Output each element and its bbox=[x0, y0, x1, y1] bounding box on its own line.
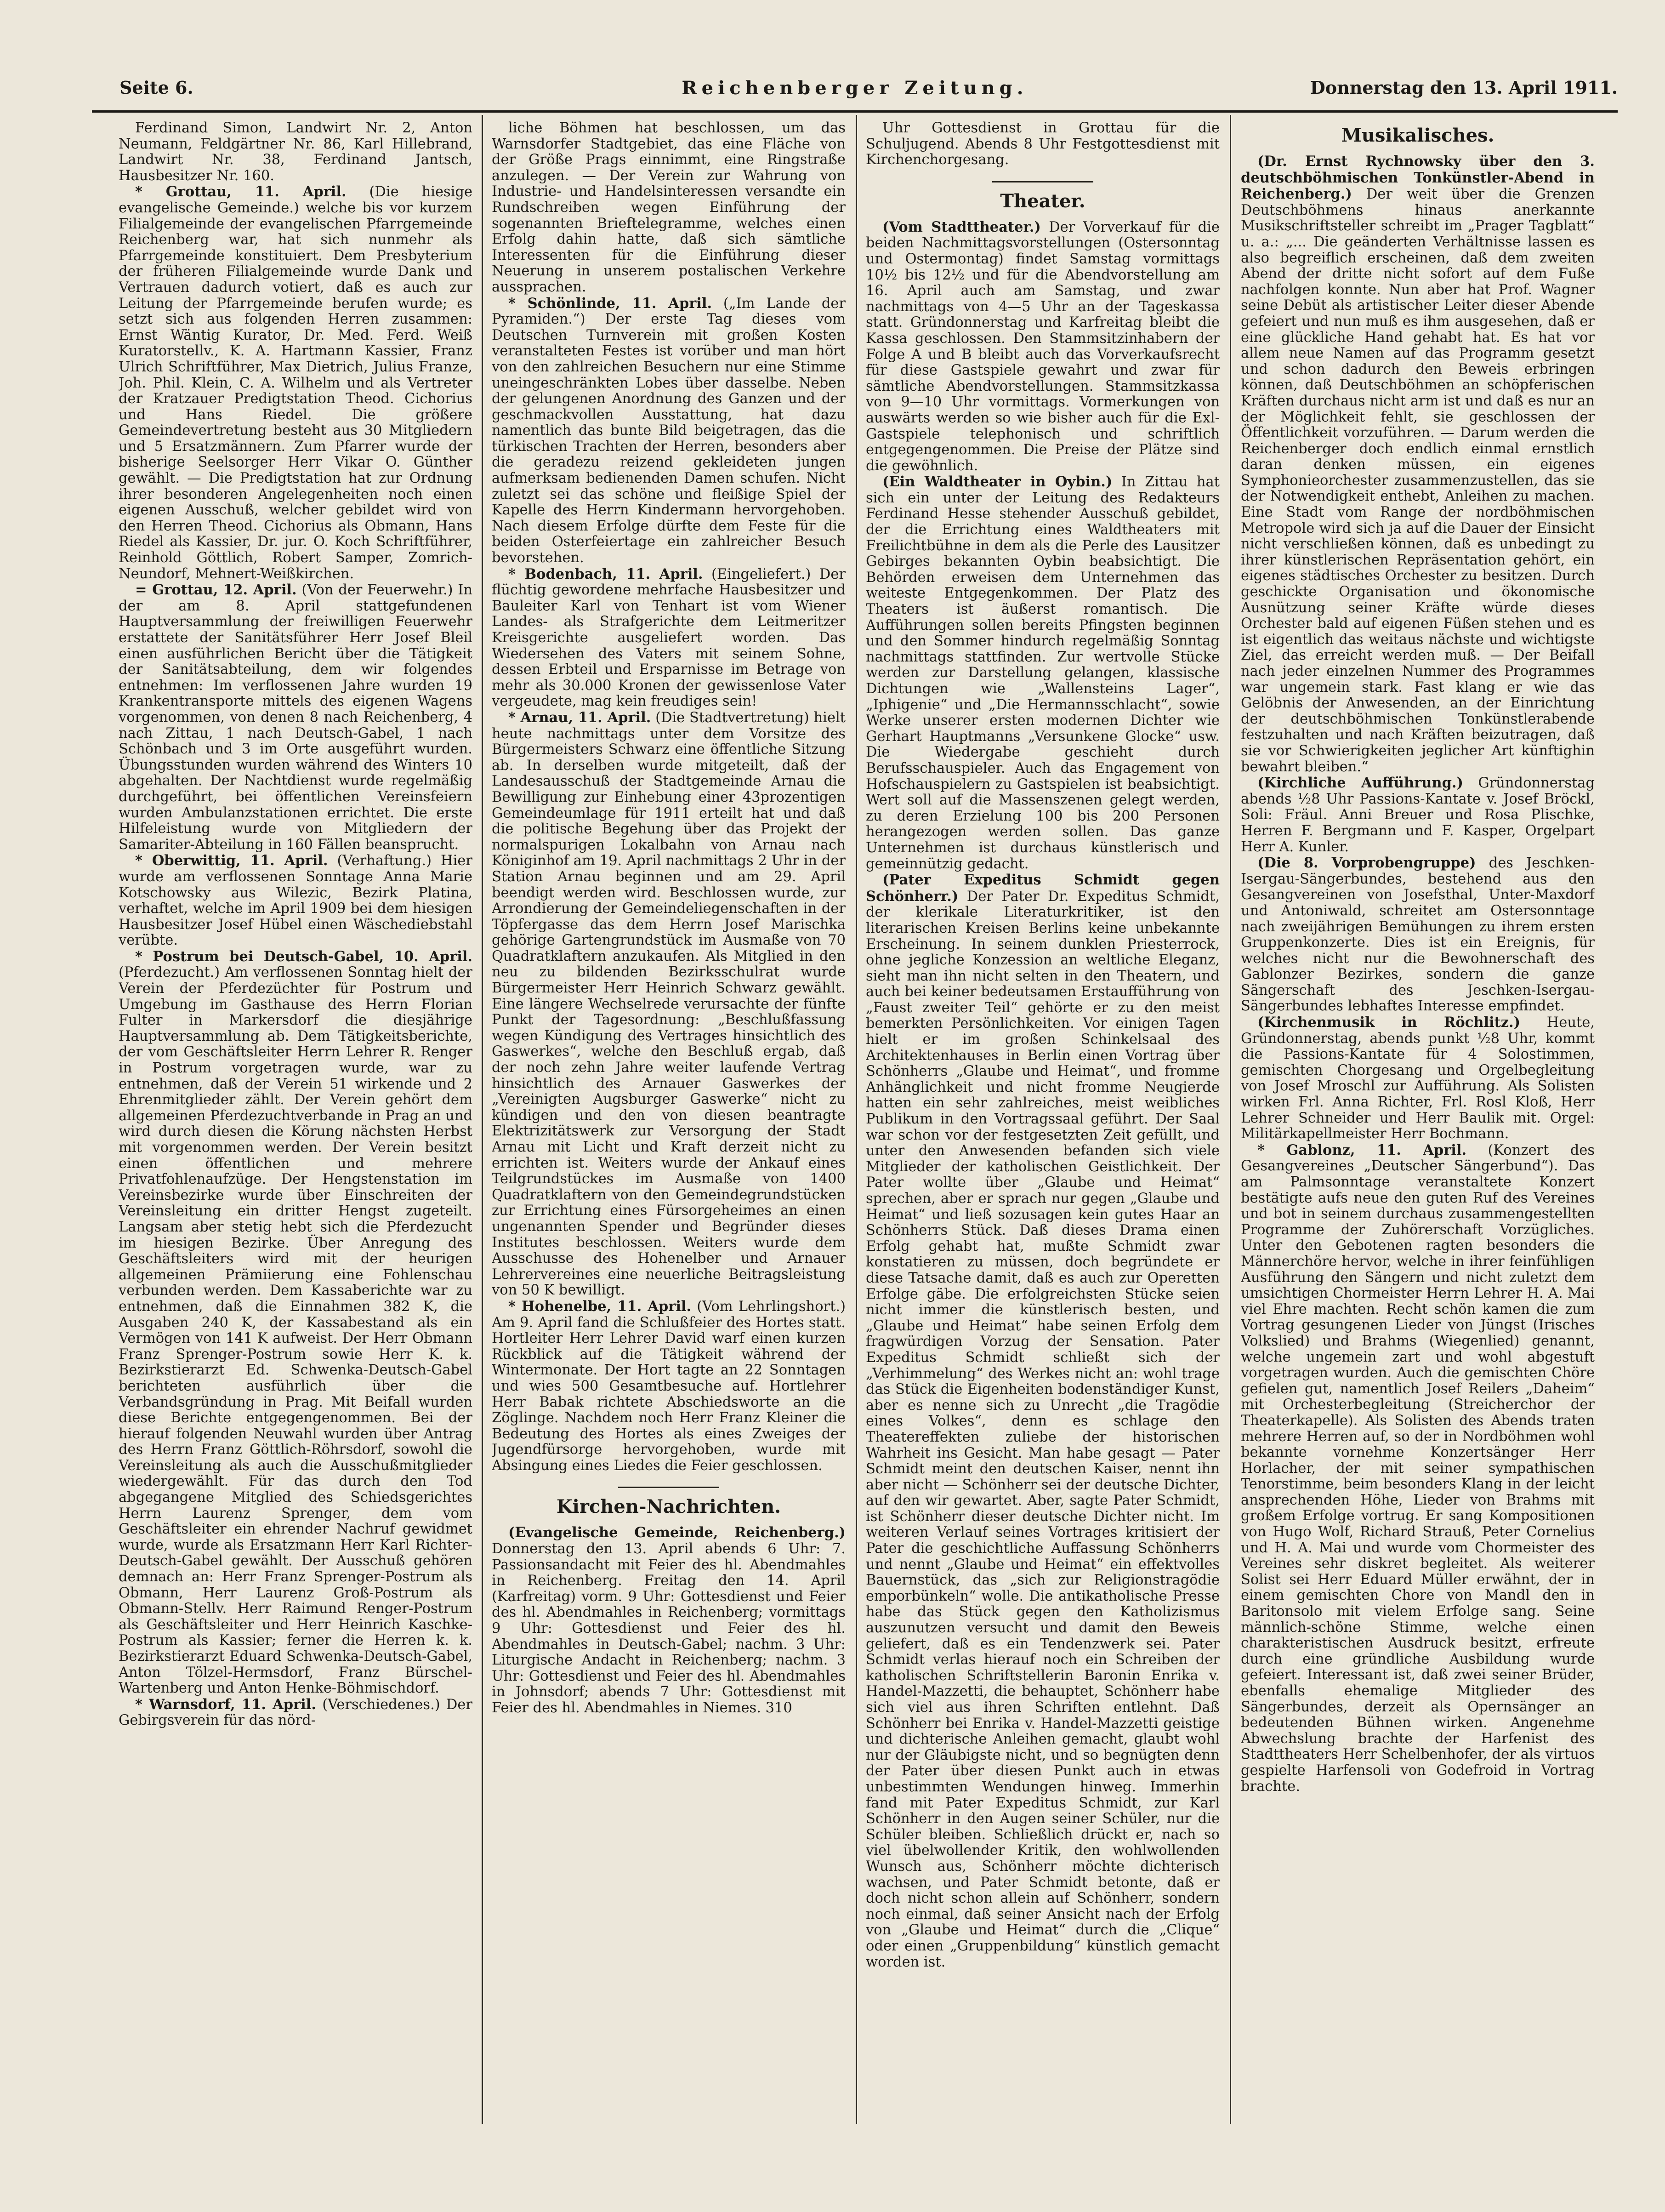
article-paragraph bbox=[119, 949, 472, 1697]
article-heading: * Bodenbach, 11. April. bbox=[508, 565, 703, 582]
article-heading: * Arnau, 11. April. bbox=[508, 709, 651, 726]
article-paragraph bbox=[492, 1299, 846, 1474]
article-heading: = Grottau, 12. April. bbox=[135, 582, 297, 599]
column-3 bbox=[866, 120, 1220, 2106]
article-paragraph bbox=[119, 184, 472, 582]
article-text: (Konzert des Gesangvereines „Deutscher Sängerbund“). Das am Palmsonntage veranstaltete Konzert bestätigte aufs neue den guten Ruf des Vereines und bot in seinem durchaus zusammengestellten Programme der Zuhörerschaft Vorzügliches. Unter den Gebotenen ragten besonders die Männerchöre hervor, welche in ihrer feinfühligen Ausführung den Sängern und nicht zuletzt dem umsichtigen Chormeister Herrn Lehrer H. A. Mai viel Ehre machten. Recht schön kamen die zum Vortrag gesungenen Lieder von Jüngst (Irisches Volkslied) und Brahms (Wiegenlied) genannt, welche ungemein zart und wohl abgestuft vorgetragen wurden. Auch die gemischten Chöre gefielen gut, namentlich Josef Reilers „Daheim“ mit Orchesterbegleitung (Streicherchor der Theaterkapelle). Als Solisten des Abends traten mehrere Herren auf, so der in Nordböhmen wohl bekannte vornehme Konzertsänger Herr Horlacher, der mit seiner sympathischen Tenorstimme, beim besonders Klang in der leicht ansprechenden Höhe, Lieder von Brahms mit großem Erfolge vortrug. Er sang Kompositionen von Hugo Wolf, Richard Strauß, Peter Cornelius und H. A. Mai und wurde vom Chormeister des Vereines sehr diskret begleitet. Als weiterer Solist sei Herr Eduard Müller erwähnt, der in einem gemischten Chore von Mandl den in Baritonsolo mit vielem Erfolge sang. Seine männlich-schöne Stimme, welche einen charakteristischen Ausdruck besitzt, erfreute durch eine gründliche Ausbildung wurde gefeiert. Interessant ist, daß zwei seiner Brüder, ebenfalls ehemalige Mitglieder des Sängerbundes, derzeit als Opernsänger an bedeutenden Bühnen wirken. Angenehme Abwechslung brachte der Harfenist des Stadttheaters Herr Schelbenhofer, der als virtuos gespielte Harfensoli von Godefroid in Vortrag brachte. bbox=[1241, 1142, 1595, 1795]
page-number: Seite 6. bbox=[119, 77, 193, 98]
article-paragraph bbox=[1241, 154, 1595, 775]
article-text: (Pferdezucht.) Am verflossenen Sonntag hielt der Verein der Pferdezüchter für Postrum und Umgebung im Gasthause des Herrn Florian Fulter in Markersdorf die diesjährige Hauptversammlung ab. Dem Tätigkeitsberichte, der vom Geschäftsleiter Herrn Lehrer R. Renger in Postrum vorgetragen wurde, war zu entnehmen, daß der Verein 51 wirkende und 2 Ehrenmitglieder zählt. Der Verein gehört dem allgemeinen Pferdezuchtverbande in Prag an und wird durch diesen die Körung nächsten Herbst mit vorgenommen werden. Der Verein besitzt einen öffentlichen und mehrere Privatfohlenaufzüge. Der Hengstenstation im Vereinsbezirke wurde über Einschreiten der Vereinsleitung ein dritter Hengst zugeteilt. Langsam aber stetig hebt sich die Pferdezucht im hiesigen Bezirke. Über Anregung des Geschäftsleiters wird mit der heurigen allgemeinen Prämiierung eine Fohlenschau verbunden werden. Dem Kassaberichte war zu entnehmen, daß die Einnahmen 382 K, die Ausgaben 240 K, der Kassabestand als ein Vermögen von 141 K aufweist. Der Herr Obmann Franz Sprenger-Postrum sowie Herr K. k. Bezirkstierarzt Ed. Schwenka-Deutsch-Gabel berichteten ausführlich über die Verbandsgründung in Prag. Mit Beifall wurden diese Berichte entgegengenommen. Bei der hierauf folgenden Neuwahl wurden über Antrag des Herrn Franz Göttlich-Röhrsdorf, sowohl die Vereinsleitung als auch die Ausschußmitglieder wiedergewählt. Für das durch den Tod abgegangene Mitglied des Schiedsgerichtes Herrn Laurenz Sprenger, dem vom Geschäftsleiter ein ehrender Nachruf gewidmet wurde, wurde als Ersatzmann Herr Karl Richter-Deutsch-Gabel gewählt. Der Ausschuß gehören demnach an: Herr Franz Sprenger-Postrum als Obmann, Herr Laurenz Groß-Postrum als Obmann-Stellv. Herr Raimund Renger-Postrum als Geschäftsleiter und Herr Heinrich Kaschke-Postrum als Kassier; ferner die Herren k. k. Bezirkstierarzt Eduard Schwenka-Deutsch-Gabel, Anton Tölzel-Hermsdorf, Franz Bürschel-Wartenberg und Anton Henke-Böhmischdorf. bbox=[119, 964, 472, 1697]
article-paragraph bbox=[866, 219, 1220, 474]
article-paragraph bbox=[492, 566, 846, 710]
article-paragraph bbox=[492, 296, 846, 566]
article-text: („Im Lande der Pyramiden.“) Der erste Tag dieses vom Deutschen Turnverein mit großen Kosten veranstalteten Festes ist vorüber und man hört von den zahlreichen Besuchern nur eine Stimme uneingeschränkten Lobes über dasselbe. Neben der gelungenen Anordnung des Ganzen und der geschmackvollen Ausstattung, hat dazu namentlich das bunte Bild beigetragen, das die türkischen Trachten der Herren, besonders aber die geradezu reizend gekleideten jungen aufmerksam bedienenden Damen schufen. Nicht zuletzt sei das schöne und fleißige Spiel der Kapelle des Herrn Kindermann hervorgehoben. Nach diesem Erfolge dürfte dem Feste für die beiden Osterfeiertage ein zahlreicher Besuch bevorstehen. bbox=[492, 295, 846, 566]
article-paragraph bbox=[119, 853, 472, 949]
article-text: Donnerstag den 13. April abends 6 Uhr: 7. Passionsandacht mit Feier des hl. Abendmahles in Reichenberg. Freitag den 14. April (Karfreitag) vorm. 9 Uhr: Gottesdienst und Feier des hl. Abendmahles in Reichenberg; vormittags 9 Uhr: Gottesdienst und Feier des hl. Abendmahles in Deutsch-Gabel; nachm. 3 Uhr: Liturgische Andacht in Reichenberg; nachm. 3 Uhr: Gottesdienst und Feier des hl. Abendmahles in Johnsdorf; abends 7 Uhr: Gottesdienst mit Feier des hl. Abendmahles in Niemes. 310 bbox=[492, 1541, 846, 1716]
article-paragraph bbox=[119, 120, 472, 184]
article-text: Der weit über die Grenzen Deutschböhmens hinaus anerkannte Musikschriftsteller schreibt im „Prager Tagblatt“ u. a.: „... Die geänderten Verhältnisse lassen es also begreiflich erscheinen, daß dem zweiten Abend der dritte nicht sofort auf dem Fuße nachfolgen konnte. Nun aber hat Prof. Wagner seine Debüt als artistischer Leiter dieser Abende gefeiert und nun muß es ihm ausgesehen, daß er eine glückliche Hand gehabt hat. Es hat vor allem neue Namen auf das Programm gesetzt und schon dadurch den Beweis erbringen können, daß Deutschböhmen an schöpferischen Kräften durchaus nicht arm ist und daß es nur an der Möglichkeit fehlt, sie geschlossen der Öffentlichkeit vorzuführen. — Darum werden die Reichenberger doch endlich einmal ernstlich daran denken müssen, ein eigenes Symphonieorchester zusammenzustellen, das sie der Notwendigkeit enthebt, Anleihen zu machen. Eine Stadt vom Range der nordböhmischen Metropole wird sich ja auf die Dauer der Einsicht nicht verschließen können, daß es unbedingt zu ihrer künstlerischen Repräsentation gehört, ein eigenes städtisches Orchester zu besitzen. Durch geschickte Organisation und ökonomische Ausnützung seiner Kräfte würde dieses Orchester bald auf eigenen Füßen stehen und es ist eigentlich das weitaus nächste und wichtigste Ziel, das erreicht werden muß. — Der Beifall nach jeder einzelnen Nummer des Programmes war ungemein stark. Fast klang er wie das Gelöbnis der Anwesenden, an der Einrichtung der deutschböhmischen Tonkünstlerabende festzuhalten und nach Kräften beizutragen, daß sie vor Schwierigkeiten jeglicher Art künftighin bewahrt bleiben.“ bbox=[1241, 186, 1595, 775]
article-text: Der Pater Dr. Expeditus Schmidt, der klerikale Literaturkritiker, ist den literarischen Kreisen Berlins keine unbekannte Erscheinung. In seinem dunklen Priesterrock, ohne jegliche Konzession an weltliche Eleganz, sieht man ihn nicht selten in den Theatern, und auch bei keiner bedeutsamen Erstaufführung von „Faust zweiter Teil“ gehörte er zu den meist bemerkten Persönlichkeiten. Vor einigen Tagen hielt er im großen Schinkelsaal des Architektenhauses in Berlin einen Vortrag über Schönherrs „Glaube und Heimat“, und fromme Anhänglichkeit und nicht fromme Neugierde hatten ein sehr zahlreiches, meist weibliches Publikum in den Vortragssaal geführt. Der Saal war schon vor der festgesetzten Zeit gefüllt, und unter den Anwesenden befanden sich viele Mitglieder der katholischen Geistlichkeit. Der Pater wollte über „Glaube und Heimat“ sprechen, aber er sprach nur gegen „Glaube und Heimat“ und ließ sozusagen kein gutes Haar an Schönherrs Stück. Daß dieses Drama einen Erfolg gehabt hat, mußte Schmidt zwar konstatieren zu müssen, doch begründete er diese Tatsache damit, daß es auch zur Operetten Erfolge gäbe. Die erfolgreichsten Stücke seien nicht immer die künstlerisch besten, und „Glaube und Heimat“ habe seinen Erfolg dem fragwürdigen Vorzug der Sensation. Pater Expeditus Schmidt schließt sich der „Verhimmelung“ des Werkes nicht an: wohl trage das Stück die Eigenheiten bodenständiger Kunst, aber es nenne sich zu Unrecht „die Tragödie eines Volkes“, denn es schlage den Theatereffekten zuliebe der historischen Wahrheit ins Gesicht. Man habe gesagt — Pater Schmidt meint den deutschen Kaiser, nennt ihn aber nicht — Schönherr sei der deutsche Dichter, auf den wir gewartet. Aber, sagte Pater Schmidt, ist Schönherr dieser deutsche Dichter nicht. Im weiteren Verlauf seines Vortrages kritisiert der Pater die geschichtliche Auffassung Schönherrs und nennt „Glaube und Heimat“ ein effektvolles Bauernstück, das „sich zur Religionstragödie emporbünkeln“ wolle. Die antikatholische Presse habe das Stück gegen den Katholizismus auszunutzen versucht und damit den Beweis geliefert, daß es ein Tendenzwerk sei. Pater Schmidt verlas hierauf noch ein Schreiben der katholischen Schriftstellerin Baronin Enrika v. Handel-Mazzetti, die behauptet, Schönherr habe sich viel aus ihren Schriften entlehnt. Daß Schönherr bei Enrika v. Handel-Mazzetti geistige und dichterische Anleihen gemacht, glaubt wohl nur der Gläubigste nicht, und so begnügten denn der Pater über diesen Punkt auch in etwas unbestimmten Wendungen hinweg. Immerhin fand mit Pater Expeditus Schmidt, zur Karl Schönherr in den Augen seiner Schüler, nur die Schüler bleiben. Schließlich drückt er, nach so viel übelwollender Kritik, den wohlwollenden Wunsch aus, Schönherr möchte dichterisch wachsen, und Pater Schmidt betonte, daß er doch nicht schon allein auf Schönherr, sondern noch einmal, daß seiner Ansicht nach der Erfolg von „Glaube und Heimat“ durch die „Clique“ oder einen „Gruppenbildung“ künstlich gemacht worden ist. bbox=[866, 888, 1220, 1970]
article-paragraph bbox=[119, 1697, 472, 1729]
article-heading: * Oberwittig, 11. April. bbox=[135, 852, 328, 869]
section-divider bbox=[618, 1487, 719, 1488]
section-title: Kirchen-Nachrichten. bbox=[556, 1496, 781, 1518]
article-heading: (Kirchliche Aufführung.) bbox=[1257, 775, 1463, 792]
column-rule bbox=[482, 115, 483, 2124]
column-4 bbox=[1241, 120, 1595, 2106]
column-rule bbox=[856, 115, 857, 2124]
section-divider bbox=[992, 181, 1093, 182]
column-2 bbox=[492, 120, 846, 2106]
newspaper-title: Reichenberger Zeitung. bbox=[682, 77, 1028, 99]
article-text: Gründonnerstag abends ½8 Uhr Passions-Kantate v. Josef Bröckl, Soli: Fräul. Anni Breuer und Rosa Plischke, Herren F. Bergmann und F. Kasper, Orgelpart Herr A. Kunler. bbox=[1241, 775, 1595, 855]
issue-date: Donnerstag den 13. April 1911. bbox=[1310, 77, 1618, 98]
article-paragraph bbox=[492, 1525, 846, 1716]
article-heading: (Dr. Ernst Rychnowsky über den 3. deutschböhmischen Tonkünstler-Abend in Reichenberg.) bbox=[1241, 153, 1595, 203]
article-paragraph bbox=[1241, 1015, 1595, 1142]
article-text: Uhr Gottesdienst in Grottau für die Schuljugend. Abends 8 Uhr Festgottesdienst mit Kirchenchorgesang. bbox=[866, 120, 1220, 168]
article-heading: (Kirchenmusik in Röchlitz.) bbox=[1257, 1014, 1521, 1031]
article-paragraph bbox=[1241, 1142, 1595, 1795]
column-rule bbox=[1230, 115, 1231, 2124]
article-heading: (Pater Expeditus Schmidt gegen Schönherr.) bbox=[866, 872, 1220, 905]
article-heading: * Grottau, 11. April. bbox=[135, 183, 347, 200]
article-heading: (Die 8. Vorprobengruppe) bbox=[1257, 855, 1476, 872]
article-paragraph bbox=[492, 120, 846, 296]
section-title: Theater. bbox=[1000, 190, 1085, 212]
article-paragraph bbox=[1241, 775, 1595, 855]
article-heading: (Vom Stadttheater.) bbox=[882, 218, 1041, 235]
article-text: (Verschiedenes.) Der Gebirgsverein für das nörd- bbox=[119, 1696, 472, 1729]
article-heading: * Hohenelbe, 11. April. bbox=[508, 1298, 692, 1315]
article-heading: * Warnsdorf, 11. April. bbox=[135, 1696, 316, 1713]
article-text: Heute, Gründonnerstag, abends punkt ½8 Uhr, kommt die Passions-Kantate für 4 Solostimmen, gemischten Chorgesang und Orgelbegleitung von Josef Mroschl zur Aufführung. Als Solisten wirken Frl. Anna Richter, Frl. Rosl Kloß, Herr Lehrer Schneider und Herr Baulik mit. Orgel: Militärkapellmeister Herr Bochmann. bbox=[1241, 1015, 1595, 1142]
article-text: liche Böhmen hat beschlossen, um das Warnsdorfer Stadtgebiet, das eine Fläche von der Größe Prags einnimmt, eine Ringstraße anzulegen. — Der Verein zur Wahrung von Industrie- und Handelsinteressen versandte ein Rundschreiben wegen Einführung der sogenannten Brieftelegramme, welches einen Erfolg dahin hatte, daß sich sämtliche Interessenten für die Einführung dieser Neuerung in unserem postalischen Verkehre aussprachen. bbox=[492, 120, 846, 295]
article-paragraph bbox=[1241, 855, 1595, 1015]
article-text: (Die Stadtvertretung) hielt heute nachmittags unter dem Vorsitze des Bürgermeisters Schwarz eine öffentliche Sitzung ab. In derselben wurde mitgeteilt, daß der Landesausschuß der Stadtgemeinde Arnau die Bewilligung zur Einhebung einer 43prozentigen Gemeindeumlage für 1911 erteilt hat und daß die politische Begehung über das Projekt der normalspurigen Lokalbahn von Arnau nach Königinhof am 19. April nachmittags 2 Uhr in der Station Arnau beginnen und am 29. April beendigt werden wird. Beschlossen wurde, zur Arrondierung der Gemeindeliegenschaften in der Töpfergasse das dem Herrn Josef Marischka gehörige Gartengrundstück im Ausmaße von 70 Quadratklaftern anzukaufen. Als Mitglied in den neu zu bildenden Bezirksschulrat wurde Bürgermeister Herr Heinrich Schwarz gewählt. Eine längere Wechselrede verursachte der fünfte Punkt der Tagesordnung: „Beschlußfassung wegen Kündigung des Vertrages hinsichtlich des Gaswerkes“, welche den Beschluß ergab, daß der noch zehn Jahre weiter laufende Vertrag hinsichtlich des Arnauer Gaswerkes der „Vereinigten Augsburger Gaswerke“ nicht zu kündigen und den von diesen beantragte Elektrizitätswerk zur Versorgung der Stadt Arnau mit Licht und Kraft derzeit nicht zu errichten ist. Weiters wurde der Ankauf eines Teilgrundstückes im Ausmaße von 1400 Quadratklaftern von den Gemeindegrundstücken zur Errichtung eines Fürsorgeheimes an einen ungenannten Spender und Begründer dieses Institutes beschlossen. Weiters wurde dem Ausschusse des Hohenelber und Arnauer Lehrervereines eine neuerliche Beitragsleistung von 50 K bewilligt. bbox=[492, 709, 846, 1299]
column-1 bbox=[119, 120, 472, 2106]
article-text: (Verhaftung.) Hier wurde am verflossenen Sonntage Anna Marie Kotschowsky aus Wilezic, Bezirk Platina, verhaftet, welche im April 1909 bei dem hiesigen Hausbesitzer Josef Hübel einen Wäschediebstahl verübte. bbox=[119, 853, 472, 949]
article-text: (Von der Feuerwehr.) In der am 8. April stattgefundenen Hauptversammlung der freiwilligen Feuerwehr erstattete der Sanitätsführer Herr Josef Bleil einen ausführlichen Bericht über die Tätigkeit der Sanitätsabteilung, dem wir folgendes entnehmen: Im verflossenen Jahre wurden 19 Krankentransporte mittels des eigenen Wagens vorgenommen, von denen 8 nach Reichenberg, 4 nach Zittau, 1 nach Deutsch-Gabel, 1 nach Schönbach und 3 im Orte ausgeführt wurden. Übungsstunden wurden während des Winters 10 abgehalten. Der Nachtdienst wurde regelmäßig durchgeführt, bei öffentlichen Vereinsfeiern wurden Ambulanzstationen errichtet. Die erste Hilfeleistung wurde von Mitgliedern der Samariter-Abteilung in 160 Fällen beansprucht. bbox=[119, 582, 472, 853]
article-heading: * Postrum bei Deutsch-Gabel, 10. April. bbox=[135, 948, 472, 965]
article-text: In Zittau hat sich ein unter der Leitung des Redakteurs Ferdinand Hesse stehender Ausschuß gebildet, der die Errichtung eines Waldtheaters mit Freilichtbühne in dem als die Perle des Lausitzer Gebirges bekannten Oybin beabsichtigt. Die Behörden erweisen dem Unternehmen das weiteste Entgegenkommen. Der Platz des Theaters ist äußerst romantisch. Die Aufführungen sollen bereits Pfingsten beginnen und den Sommer hindurch regelmäßig Sonntag nachmittags stattfinden. Zur wertvolle Stücke werden zur Darstellung gelangen, klassische Dichtungen wie „Wallensteins Lager“, „Iphigenie“ und „Die Hermannsschlacht“, sowie Werke unserer ersten modernen Dichter wie Gerhart Hauptmanns „Versunkene Glocke“ usw. Die Wiedergabe geschieht durch Berufsschauspieler. Auch das Engagement von Hofschauspielern zu Gastspielen ist beabsichtigt. Wert soll auf die Massenszenen gelegt werden, zu deren Erzielung 100 bis 200 Personen herangezogen werden sollen. Das ganze Unternehmen ist durchaus künstlerisch und gemeinnützig gedacht. bbox=[866, 474, 1220, 872]
article-text: (Vom Lehrlingshort.) Am 9. April fand die Schlußfeier des Hortes statt. Hortleiter Herr Lehrer David warf einen kurzen Rückblick auf die Tätigkeit während der Wintermonate. Der Hort tagte an 22 Sonntagen und wies 500 Gesamtbesuche auf. Hortlehrer Herr Babak richtete Abschiedsworte an die Zöglinge. Nachdem noch Herr Franz Kleiner die Bedeutung des Hortes als eines Zweiges der Jugendfürsorge hervorgehoben, wurde mit Absingung eines Liedes die Feier geschlossen. bbox=[492, 1298, 846, 1474]
article-paragraph bbox=[492, 710, 846, 1299]
article-paragraph bbox=[866, 474, 1220, 872]
header-rule bbox=[92, 110, 1618, 113]
article-text: (Eingeliefert.) Der flüchtig gewordene mehrfache Hausbesitzer und Bauleiter Karl von Tenhart ist vom Wiener Landes- als Strafgerichte dem Leitmeritzer Kreisgerichte ausgeliefert worden. Das Wiedersehen des Vaters mit seinem Sohne, dessen Erbteil und Ersparnisse im Betrage von mehr als 30.000 Kronen der gewissenlose Vater vergeudete, mag kein freudiges sein! bbox=[492, 566, 846, 710]
article-text: Der Vorverkauf für die beiden Nachmittagsvorstellungen (Ostersonntag und Ostermontag) findet Samstag vormittags 10½ bis 12½ und für die Abendvorstellung am 16. April auch am Samstag, und zwar nachmittags von 4—5 Uhr an der Tageskassa statt. Gründonnerstag und Karfreitag bleibt die Kassa geschlossen. Den Stammsitzinhabern der Folge A und B bleibt auch das Vorverkaufsrecht für diese Gastspiele gewahrt und zwar für sämtliche Abendvorstellungen. Stammsitzkassa von 9—10 Uhr vormittags. Vormerkungen von auswärts werden so wie bisher auch für die Exl-Gastspiele telephonisch und schriftlich entgegengenommen. Die Preise der Plätze sind die gewöhnlich. bbox=[866, 219, 1220, 474]
article-heading: * Gablonz, 11. April. bbox=[1257, 1141, 1467, 1158]
article-heading: (Ein Waldtheater in Oybin.) bbox=[882, 473, 1113, 490]
article-text: des Jeschken-Isergau-Sängerbundes, bestehend aus den Gesangvereinen von Josefsthal, Unter-Maxdorf und Antoniwald, schreitet am Ostersonntage nach zweijährigen Bemühungen zu ihrem ersten Gruppenkonzerte. Dies ist ein Ereignis, für welches nicht nur die Bewohnerschaft des Gablonzer Bezirkes, sondern die ganze Sängerschaft des Jeschken-Isergau-Sängerbundes lebhaftes Interesse empfindet. bbox=[1241, 855, 1595, 1015]
article-text: (Die hiesige evangelische Gemeinde.) welche bis vor kurzem Filialgemeinde der evangelischen Pfarrgemeinde Reichenberg war, hat sich nunmehr als Pfarrgemeinde konstituiert. Dem Presbyterium der früheren Filialgemeinde wurde Dank und Vertrauen dadurch votiert, daß es auch zur Leitung der Pfarrgemeinde berufen wurde; es setzt sich aus folgenden Herren zusammen: Ernst Wäntig Kurator, Dr. Med. Ferd. Weiß Kuratorstellv., K. A. Hartmann Kassier, Franz Ulrich Schriftführer, Max Dietrich, Julius Franze, Joh. Phil. Klein, C. A. Wilhelm und als Vertreter der Kratzauer Predigtstation Theod. Cichorius und Hans Riedel. Die größere Gemeindevertretung besteht aus 30 Mitgliedern und 5 Ersatzmännern. Zum Pfarrer wurde der bisherige Seelsorger Herr Vikar O. Günther gewählt. — Die Predigtstation hat zur Ordnung ihrer besonderen Angelegenheiten noch einen eigenen Ausschuß, welcher gebildet wird von den Herren Theod. Cichorius als Obmann, Hans Riedel als Kassier, Dr. jur. O. Koch Schriftführer, Reinhold Göttlich, Robert Samper, Zomrich-Neundorf, Mehnert-Weißkirchen. bbox=[119, 184, 472, 582]
article-heading: (Evangelische Gemeinde, Reichenberg.) bbox=[508, 1524, 846, 1541]
page-header bbox=[92, 77, 1618, 109]
article-paragraph bbox=[119, 582, 472, 853]
article-paragraph bbox=[866, 120, 1220, 168]
article-text: Ferdinand Simon, Landwirt Nr. 2, Anton Neumann, Feldgärtner Nr. 86, Karl Hillebrand, Landwirt Nr. 38, Ferdinand Jantsch, Hausbesitzer Nr. 160. bbox=[119, 120, 472, 184]
article-paragraph bbox=[866, 872, 1220, 1970]
article-heading: * Schönlinde, 11. April. bbox=[508, 295, 712, 312]
section-title: Musikalisches. bbox=[1341, 125, 1495, 146]
